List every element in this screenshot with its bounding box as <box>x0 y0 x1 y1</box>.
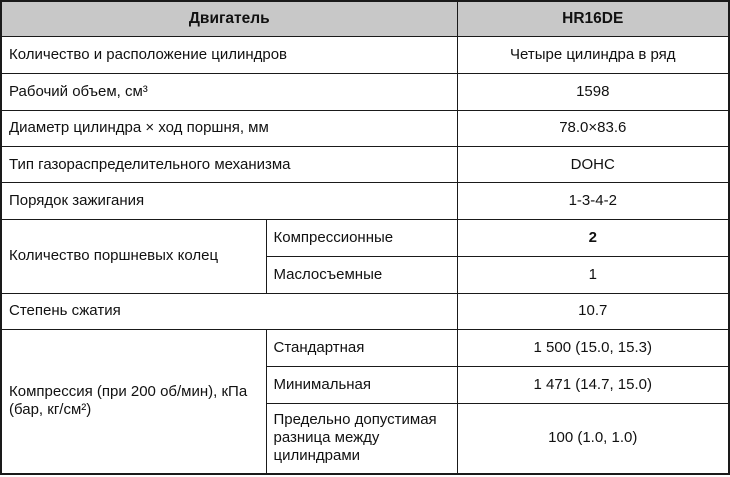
engine-label-header: Двигатель <box>1 1 457 36</box>
compression-ratio-label: Степень сжатия <box>1 293 457 329</box>
table-row <box>1 293 729 329</box>
max-difference-value: 100 (1.0, 1.0) <box>457 403 729 474</box>
firing-order-label: Порядок зажигания <box>1 183 457 219</box>
table-row <box>1 74 729 110</box>
table-row <box>1 110 729 146</box>
cylinders-label: Количество и расположение цилиндров <box>1 36 457 73</box>
oil-rings-value: 1 <box>457 257 729 293</box>
table-row <box>1 219 729 256</box>
minimum-compression-value: 1 471 (14.7, 15.0) <box>457 367 729 403</box>
table-row <box>1 329 729 366</box>
compression-pressure-label: Компрессия (при 200 об/мин), кПа (бар, кг/см²) <box>1 329 266 474</box>
displacement-value: 1598 <box>457 74 729 110</box>
standard-compression-value: 1 500 (15.0, 15.3) <box>457 329 729 366</box>
piston-rings-label: Количество поршневых колец <box>1 219 266 293</box>
valvetrain-value: DOHC <box>457 147 729 183</box>
table-row <box>1 147 729 183</box>
max-difference-label: Предельно допустимая разница между цилиндрами <box>266 403 457 474</box>
oil-rings-label: Маслосъемные <box>266 257 457 293</box>
bore-stroke-label: Диаметр цилиндра × ход поршня, мм <box>1 110 457 146</box>
displacement-label: Рабочий объем, см³ <box>1 74 457 110</box>
firing-order-value: 1-3-4-2 <box>457 183 729 219</box>
minimum-compression-label: Минимальная <box>266 367 457 403</box>
compression-rings-value: 2 <box>457 219 729 256</box>
table-row <box>1 183 729 219</box>
table-header-row <box>1 1 729 36</box>
engine-model-header: HR16DE <box>457 1 729 36</box>
compression-rings-label: Компрессионные <box>266 219 457 256</box>
cylinders-value: Четыре цилиндра в ряд <box>457 36 729 73</box>
table-row <box>1 36 729 73</box>
compression-ratio-value: 10.7 <box>457 293 729 329</box>
standard-compression-label: Стандартная <box>266 329 457 366</box>
valvetrain-label: Тип газораспределительного механизма <box>1 147 457 183</box>
bore-stroke-value: 78.0×83.6 <box>457 110 729 146</box>
